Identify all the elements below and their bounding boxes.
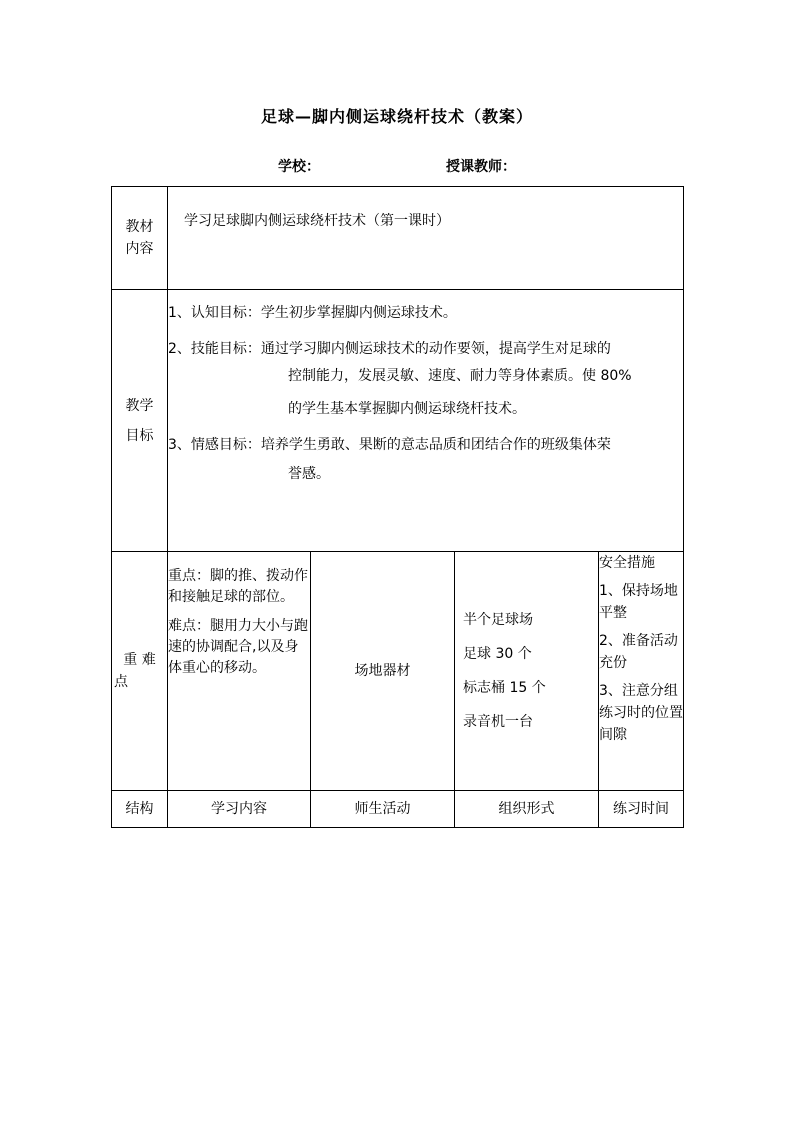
- goals-label-line2: 目标: [125, 427, 154, 444]
- venue-label-cell: [311, 552, 455, 791]
- content-row: [112, 187, 684, 290]
- content-label-cell: [112, 187, 168, 290]
- page-title: 足球—脚内侧运球绕杆技术（教案）: [260, 107, 533, 126]
- goal-2-first: 2、技能目标：通过学习脚内侧运球技术的动作要领，提高学生对足球的: [168, 341, 611, 357]
- goal-emotion: [168, 434, 683, 492]
- structure-col-4: 组织形式: [455, 791, 599, 828]
- key-points: [168, 566, 310, 679]
- goal-3-first: 3、情感目标：培养学生勇敢、果断的意志品质和团结合作的班级集体荣: [168, 437, 611, 453]
- safety-item: 2、准备活动充份: [599, 633, 678, 671]
- equipment-item: 标志桶 15 个: [463, 680, 546, 696]
- structure-col-1: 结构: [112, 791, 168, 828]
- key-row: [112, 552, 684, 791]
- content-label-line1: 教材: [125, 219, 154, 235]
- structure-header-row: [112, 791, 684, 828]
- key-label-line1: 重 难: [123, 652, 156, 668]
- goals-row: [112, 290, 684, 552]
- goals-label-cell: [112, 290, 168, 552]
- key-label-line2: 点: [114, 674, 128, 690]
- goal-2-cont2: 的学生基本掌握脚内侧运球绕杆技术。: [288, 401, 526, 417]
- content-label-line2: 内容: [125, 241, 154, 257]
- lesson-plan-table: [111, 186, 684, 828]
- equipment-item: 录音机一台: [463, 714, 533, 730]
- difficulty-text: 难点：腿用力大小与跑速的协调配合,以及身体重心的移动。: [168, 618, 308, 676]
- goal-2-cont1: 控制能力，发展灵敏、速度、耐力等身体素质。使 80%: [288, 368, 632, 384]
- key-label-cell: [112, 552, 168, 791]
- equipment-cell: [455, 552, 599, 791]
- goals-label-line1: 教学: [125, 397, 154, 414]
- goal-3-cont1: 誉感。: [288, 466, 330, 482]
- goal-cognitive: [168, 302, 683, 324]
- safety-title: 安全措施: [599, 555, 655, 571]
- key-points-cell: [168, 552, 311, 791]
- safety-item: 1、保持场地平整: [599, 583, 678, 621]
- structure-col-2: 学习内容: [168, 791, 311, 828]
- venue-label: 场地器材: [354, 663, 411, 679]
- focus-text: 重点：脚的推、拨动作和接触足球的部位。: [168, 568, 308, 605]
- structure-col-5: 练习时间: [599, 791, 684, 828]
- content-text-cell: [168, 187, 684, 290]
- goal-1-text: 1、认知目标：学生初步掌握脚内侧运球技术。: [168, 305, 457, 321]
- safety-item: 3、注意分组练习时的位置间隙: [599, 683, 683, 743]
- safety-cell: [599, 552, 684, 791]
- teacher-label: 授课教师：: [446, 159, 516, 175]
- goals-text-cell: [168, 290, 684, 552]
- school-label: 学校：: [278, 159, 320, 175]
- equipment-item: 半个足球场: [463, 612, 533, 628]
- content-text: 学习足球脚内侧运球绕杆技术（第一课时）: [184, 213, 450, 229]
- goal-skill: [168, 338, 683, 426]
- equipment-list: [455, 603, 598, 739]
- structure-col-3: 师生活动: [311, 791, 455, 828]
- equipment-item: 足球 30 个: [463, 646, 532, 662]
